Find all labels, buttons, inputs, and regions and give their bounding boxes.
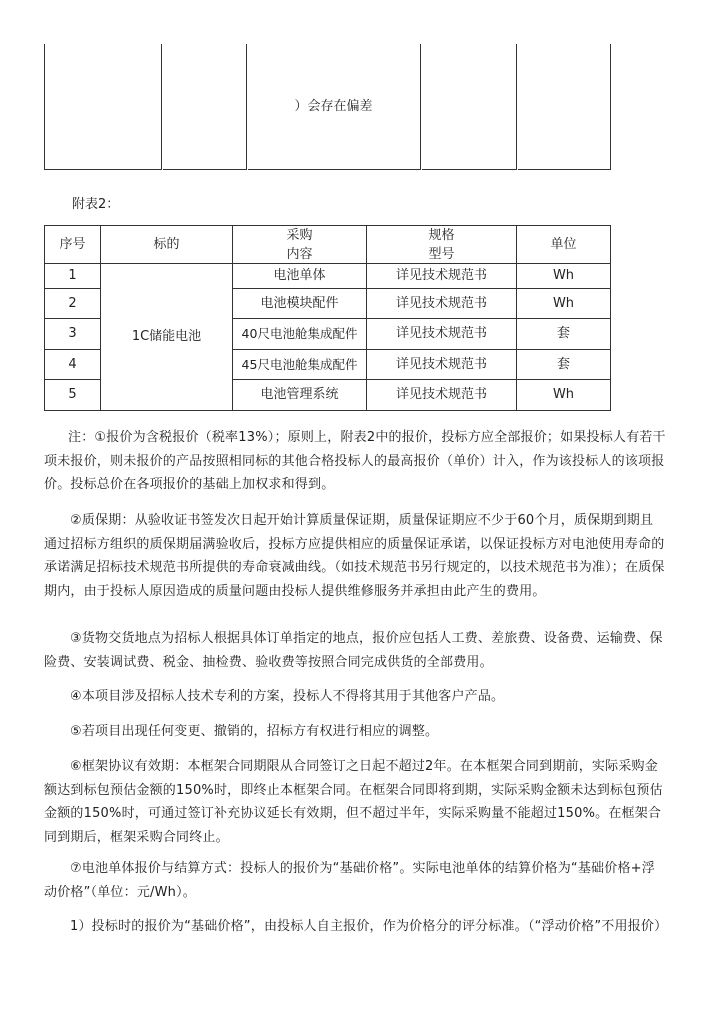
row-spec: 详见技术规范书: [395, 326, 487, 341]
note-paragraph: 注：①报价为含税报价（税率13%）；原则上，附表2中的报价，投标方应全部报价；如果投标人有若干项未报价，则未报价的产品按照相同标的其他合格投标人的最高报价（单价）计入，作为该投标人的该项报价。投标总价在各项报价的基础上加权求和得到。: [44, 430, 666, 492]
subject-cell: 1C储能电池: [131, 329, 202, 344]
header-no: 序号: [59, 236, 86, 252]
row-content: 电池单体: [273, 268, 326, 283]
deviation-cell: ）会存在偏差: [294, 99, 373, 114]
note-paragraph: ④本项目涉及招标人技术专利的方案，投标人不得将其用于其他客户产品。: [70, 689, 505, 704]
note-paragraph: ⑥框架协议有效期：本框架合同期限从合同签订之日起不超过2年。在本框架合同到期前，实际采购金额达到标包预估金额的150%时，即终止本框架合同。在框架合同即将到期，实际采购金额未达到标包预估金额的150%时，可通过签订补充协议延长有效期，但不超过半年，实际采购量不能超过150%。在框架合同到期后，框架采购合同终止。: [44, 759, 663, 845]
note-paragraph: ②质保期：从验收证书签发次日起开始计算质量保证期，质量保证期应不少于60个月，质保期到期且通过招标方组织的质保期届满验收后，投标方应提供相应的质量保证承诺，以保证投标方对电池使用寿命的承诺满足招标技术规范书所提供的寿命衰减曲线。（如技术规范书另行规定的，以技术规范书为准）；在质保期内，由于投标人原因造成的质量问题由投标人提供维修服务并承担由此产生的费用。: [44, 513, 665, 599]
row-content: 45尺电池舱集成配件: [241, 356, 358, 372]
note-paragraph: ③货物交货地点为招标人根据具体订单指定的地点，报价应包括人工费、差旅费、设备费、运输费、保险费、安装调试费、税金、抽检费、验收费等按照合同完成供货的全部费用。: [44, 631, 663, 670]
row-unit: Wh: [552, 268, 575, 283]
row-no: 3: [68, 326, 77, 341]
note-paragraph: 1）投标时的报价为“基础价格”，由投标人自主报价，作为价格分的评分标准。（“浮动价格”不用报价）: [70, 919, 668, 934]
table-border: [163, 169, 246, 170]
header-subject: 标的: [153, 236, 180, 252]
row-no: 5: [68, 387, 77, 402]
table-border: [422, 169, 516, 170]
table-border: [44, 169, 161, 170]
row-no: 4: [68, 356, 77, 372]
header-content: 采购 内容: [286, 227, 313, 262]
row-unit: 套: [556, 356, 570, 372]
table-border: [44, 44, 45, 170]
table-border: [420, 44, 421, 170]
table-border: [518, 169, 611, 170]
row-unit: 套: [556, 326, 570, 341]
row-no: 1: [68, 268, 77, 283]
row-content: 电池模块配件: [260, 295, 339, 311]
row-unit: Wh: [552, 295, 575, 311]
row-content: 40尺电池舱集成配件: [241, 326, 358, 341]
row-no: 2: [68, 295, 77, 311]
table-border: [44, 410, 611, 411]
table-border: [610, 44, 611, 170]
row-content: 电池管理系统: [260, 387, 339, 402]
header-spec: 规格 型号: [428, 227, 455, 262]
table-border: [248, 169, 420, 170]
table-border: [161, 44, 162, 170]
table-border: [516, 44, 517, 170]
row-spec: 详见技术规范书: [395, 268, 487, 283]
row-unit: Wh: [552, 387, 575, 402]
note-paragraph: ⑤若项目出现任何变更、撤销的，招标方有权进行相应的调整。: [70, 724, 439, 739]
header-unit: 单位: [550, 236, 577, 252]
row-spec: 详见技术规范书: [395, 387, 487, 402]
row-spec: 详见技术规范书: [395, 295, 487, 311]
row-spec: 详见技术规范书: [395, 356, 487, 372]
appendix-title: 附表2：: [72, 197, 120, 212]
note-paragraph: ⑦电池单体报价与结算方式：投标人的报价为“基础价格”。实际电池单体的结算价格为“基础价格+浮动价格”（单位：元/Wh）。: [44, 861, 655, 900]
